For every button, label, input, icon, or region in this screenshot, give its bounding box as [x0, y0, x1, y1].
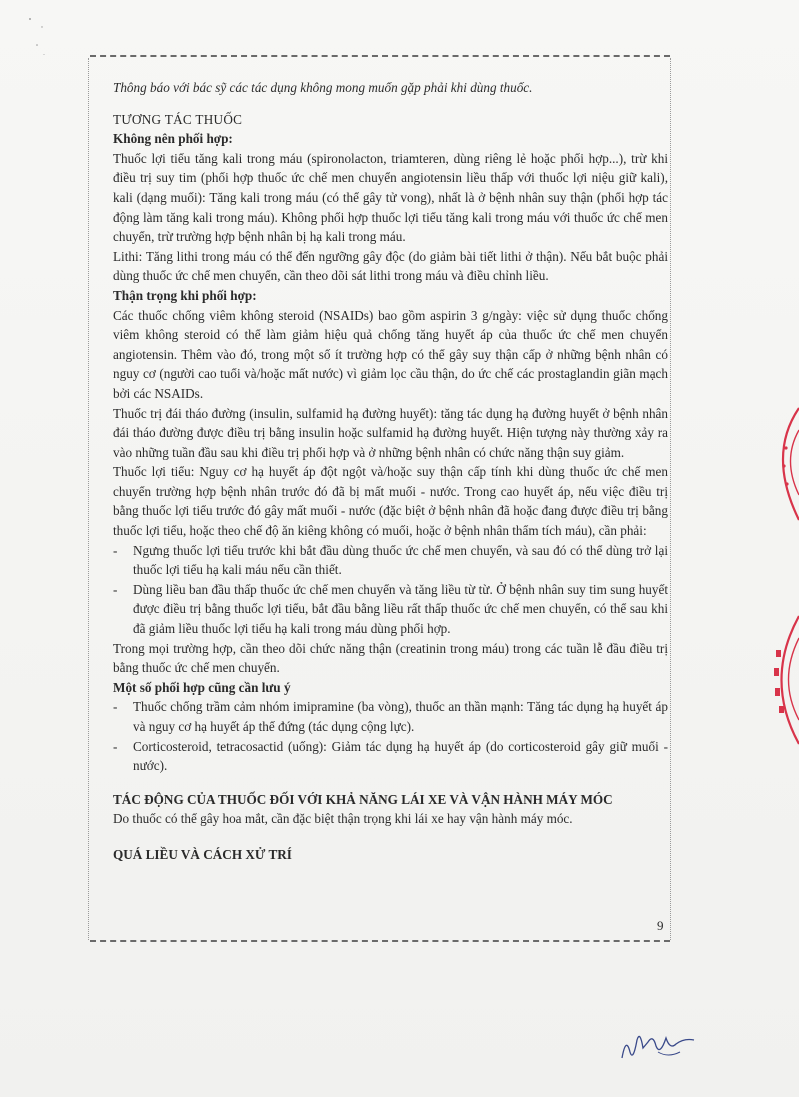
- bottom-dashed-rule: [90, 940, 670, 942]
- paragraph: Thuốc lợi tiểu tăng kali trong máu (spironolacton, triamteren, dùng riêng lẻ hoặc phối hợp...), trừ khi điều trị suy tim (phối hợp thuốc ức chế men chuyển angiotensin liều thấp với thuốc lợi niệu giữ kali), kali (dạng muối): Tăng kali trong máu (có thể gây tử vong), nhất là ở bệnh nhân suy thận (phối hợp tác động làm tăng kali trong máu). Không phối hợp thuốc lợi tiểu tăng kali trong máu với thuốc ức chế men chuyển, trừ trường hợp bệnh nhân bị hạ kali trong máu.: [113, 150, 668, 245]
- note-combos-heading: Một số phối hợp cũng cần lưu ý: [113, 679, 291, 695]
- not-recommended-heading: Không nên phối hợp:: [113, 131, 233, 147]
- list-item: - Corticosteroid, tetracosactid (uống): Giảm tác dụng hạ huyết áp (do corticosteroid gây giữ muối - nước).: [113, 738, 668, 774]
- paragraph: Các thuốc chống viêm không steroid (NSAIDs) bao gồm aspirin 3 g/ngày: việc sử dụng thuốc chống viêm không steroid có thể làm giảm hiệu quả chống tăng huyết áp của thuốc ức chế men chuyển angiotensin. Thêm vào đó, trong một số ít trường hợp có thể gây suy thận cấp ở những bệnh nhân có nguy cơ (người cao tuổi và/hoặc mất nước) vì giảm lọc cầu thận, do ức chế các prostaglandin giãn mạch bởi các NSAIDs.: [113, 307, 668, 401]
- paragraph: Trong mọi trường hợp, cần theo dõi chức năng thận (creatinin trong máu) trong các tuần lễ đầu điều trị bằng thuốc ức chế men chuyển.: [113, 640, 668, 676]
- list-item: - Dùng liều ban đầu thấp thuốc ức chế men chuyển và tăng liều từ từ. Ở bệnh nhân suy tim sung huyết được điều trị bằng thuốc lợi tiểu, bắt đầu bằng liều rất thấp thuốc ức chế men chuyển, có thể sau khi đã giảm liều thuốc lợi tiểu hạ kali trong máu dùng phối hợp.: [113, 581, 668, 637]
- paragraph: Lithi: Tăng lithi trong máu có thể đến ngưỡng gây độc (do giảm bài tiết lithi ở thận). Nếu bắt buộc phải dùng thuốc ức chế men chuyển, cần theo dõi sát lithi trong máu và điều chỉnh liều.: [113, 248, 668, 284]
- caution-heading: Thận trọng khi phối hợp:: [113, 287, 257, 303]
- right-frame-rule: [670, 58, 671, 940]
- list-item-text: Ngưng thuốc lợi tiểu trước khi bắt đầu dùng thuốc ức chế men chuyển, và sau đó có thể dùng trở lại thuốc lợi tiểu hạ kali máu nếu cần thiết.: [133, 542, 668, 578]
- list-item: - Thuốc chống trầm cảm nhóm imipramine (ba vòng), thuốc an thần mạnh: Tăng tác dụng hạ huyết áp và nguy cơ hạ huyết áp thế đứng (tác dụng cộng lực).: [113, 699, 668, 734]
- paragraph: Thuốc trị đái tháo đường (insulin, sulfamid hạ đường huyết): tăng tác dụng hạ đường huyết ở bệnh nhân đái tháo đường được điều trị bằng insulin hoặc sulfamid hạ đường huyết. Hiện tượng này thường xảy ra vào những tuần đầu sau khi điều trị phối hợp và ở những bệnh nhân có chức năng thận suy giảm.: [113, 405, 668, 460]
- interactions-heading: TƯƠNG TÁC THUỐC: [113, 111, 243, 127]
- scan-specks: [25, 15, 65, 55]
- driving-heading: TÁC ĐỘNG CỦA THUỐC ĐỐI VỚI KHẢ NĂNG LÁI XE VÀ VẬN HÀNH MÁY MÓC: [113, 791, 613, 807]
- list-item-text: Dùng liều ban đầu thấp thuốc ức chế men chuyển và tăng liều từ từ. Ở bệnh nhân suy tim sung huyết được điều trị bằng thuốc lợi tiểu, bắt đầu bằng liều rất thấp thuốc ức chế men chuyển, có thể sau khi đã giảm liều thuốc lợi tiểu hạ kali trong máu dùng phối hợp.: [133, 581, 668, 637]
- paragraph: Thuốc lợi tiểu: Nguy cơ hạ huyết áp đột ngột và/hoặc suy thận cấp tính khi dùng thuốc ức chế men chuyển trường hợp bệnh nhân trước đó đã bị mất muối - nước. Trong cao huyết áp, nếu việc điều trị bằng thuốc lợi tiểu trước đó gây mất muối - nước (đặc biệt ở bệnh nhân đã hoặc đang được điều trị bằng thuốc lợi tiểu, hoặc theo chế độ ăn kiêng không có muối, hoặc ở bệnh nhân thẩm tích máu), cần phải:: [113, 464, 668, 539]
- document-body: [113, 78, 668, 865]
- page-number: 9: [657, 918, 664, 933]
- list-item-text: Corticosteroid, tetracosactid (uống): Giảm tác dụng hạ huyết áp (do corticosteroid gây giữ muối - nước).: [133, 738, 668, 774]
- driving-text: Do thuốc có thể gây hoa mắt, cần đặc biệt thận trọng khi lái xe hay vận hành máy móc.: [113, 811, 573, 827]
- intro-note: Thông báo với bác sỹ các tác dụng không mong muốn gặp phải khi dùng thuốc.: [113, 80, 533, 95]
- handwritten-signature: [618, 1022, 698, 1072]
- list-item-text: Thuốc chống trầm cảm nhóm imipramine (ba vòng), thuốc an thần mạnh: Tăng tác dụng hạ huyết áp và nguy cơ hạ huyết áp thế đứng (tác dụng cộng lực).: [133, 699, 668, 734]
- partial-red-stamp-bottom: [762, 610, 799, 750]
- list-item: - Ngưng thuốc lợi tiểu trước khi bắt đầu dùng thuốc ức chế men chuyển, và sau đó có thể dùng trở lại thuốc lợi tiểu hạ kali máu nếu cần thiết.: [113, 542, 668, 578]
- left-frame-rule: [88, 58, 89, 940]
- top-dashed-rule: [90, 55, 670, 57]
- overdose-heading: QUÁ LIỀU VÀ CÁCH XỬ TRÍ: [113, 846, 292, 862]
- partial-red-stamp-top: [762, 400, 799, 530]
